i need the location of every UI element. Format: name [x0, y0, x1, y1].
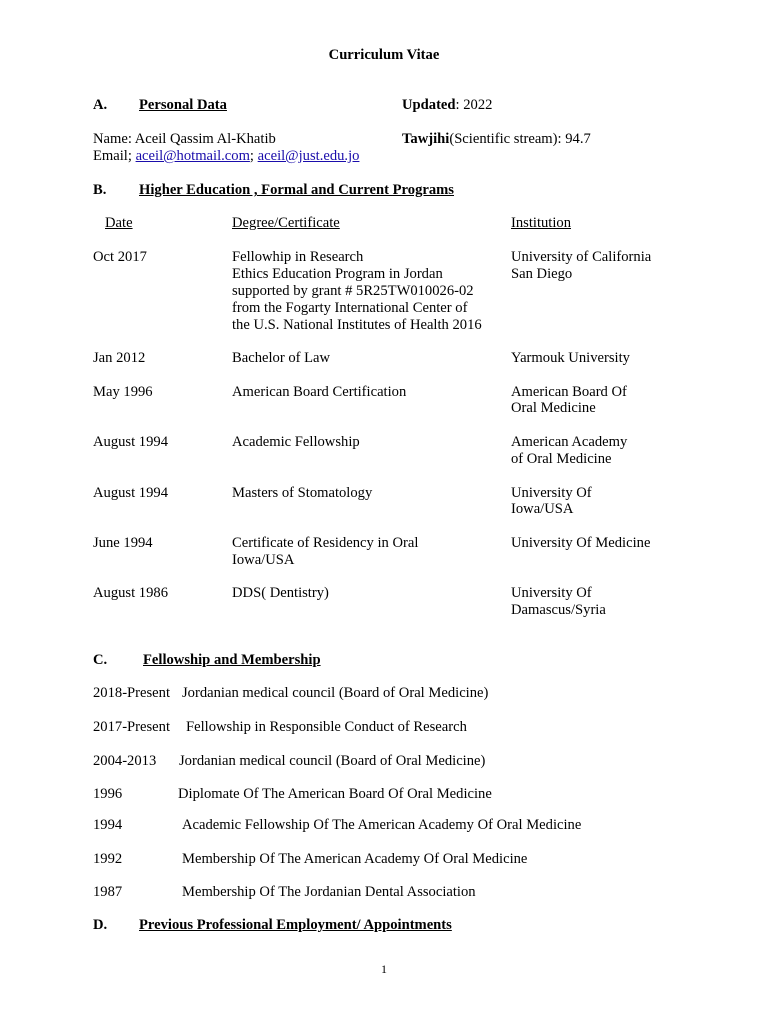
education-degree-line: Bachelor of Law [232, 350, 331, 366]
column-header-degree: Degree/Certificate [232, 215, 340, 231]
email-label: Email; [93, 148, 132, 164]
membership-text: Diplomate Of The American Board Of Oral Medicine [178, 786, 492, 802]
education-degree-line: DDS( Dentistry) [232, 585, 329, 601]
tawjihi-line [402, 131, 591, 148]
education-institution-line: Iowa/USA [511, 501, 574, 517]
education-degree-line: Certificate of Residency in Oral [232, 535, 419, 551]
section-d-heading: Previous Professional Employment/ Appointments [139, 917, 452, 933]
education-date: June 1994 [93, 535, 153, 551]
updated-line [402, 97, 492, 114]
updated-value: : 2022 [455, 97, 493, 113]
section-a-letter: A. [93, 97, 108, 113]
education-institution-line: American Academy [511, 434, 628, 450]
education-date: August 1994 [93, 434, 168, 450]
education-degree-line: Iowa/USA [232, 552, 295, 568]
education-date: Oct 2017 [93, 249, 147, 265]
section-a-heading: Personal Data [139, 97, 227, 113]
page-number: 1 [381, 962, 387, 976]
email-line [93, 148, 359, 165]
education-institution-line: San Diego [511, 266, 573, 282]
updated-label: Updated [402, 97, 456, 113]
column-header-institution: Institution [511, 215, 571, 231]
education-institution-line: Yarmouk University [511, 350, 630, 366]
membership-year: 2004-2013 [93, 753, 157, 769]
name-line: Name: Aceil Qassim Al-Khatib [93, 131, 276, 147]
education-degree-line: supported by grant # 5R25TW010026-02 [232, 283, 474, 299]
membership-text: Academic Fellowship Of The American Academy Of Oral Medicine [182, 817, 582, 833]
membership-text: Fellowship in Responsible Conduct of Research [186, 719, 467, 735]
education-institution-line: University Of [511, 485, 592, 501]
membership-year: 2018-Present [93, 685, 171, 701]
education-degree-line: Masters of Stomatology [232, 485, 373, 501]
education-date: May 1996 [93, 384, 153, 400]
membership-text: Membership Of The American Academy Of Oral Medicine [182, 851, 528, 867]
membership-year: 1992 [93, 851, 123, 867]
education-institution-line: of Oral Medicine [511, 451, 612, 467]
email-link-hotmail[interactable]: aceil@hotmail.com [135, 148, 250, 164]
education-institution-line: Damascus/Syria [511, 602, 606, 618]
education-institution-line: University of California [511, 249, 652, 265]
education-institution-line: University Of Medicine [511, 535, 651, 551]
membership-text: Jordanian medical council (Board of Oral Medicine) [182, 685, 489, 701]
education-date: Jan 2012 [93, 350, 146, 366]
education-institution-line: American Board Of [511, 384, 627, 400]
tawjihi-label: Tawjihi [402, 131, 450, 147]
membership-year: 2017-Present [93, 719, 171, 735]
tawjihi-value: (Scientific stream): 94.7 [449, 131, 591, 147]
education-degree-line: the U.S. National Institutes of Health 2016 [232, 317, 482, 333]
education-degree-line: American Board Certification [232, 384, 407, 400]
membership-year: 1994 [93, 817, 123, 833]
education-date: August 1986 [93, 585, 168, 601]
column-header-date: Date [105, 215, 133, 231]
education-institution-line: Oral Medicine [511, 400, 596, 416]
education-degree-line: Ethics Education Program in Jordan [232, 266, 443, 282]
education-date: August 1994 [93, 485, 168, 501]
section-c-heading: Fellowship and Membership [143, 652, 321, 668]
education-degree-line: Fellowhip in Research [232, 249, 364, 265]
education-degree-line: from the Fogarty International Center of [232, 300, 468, 316]
page-title: Curriculum Vitae [328, 47, 440, 63]
section-c-letter: C. [93, 652, 108, 668]
membership-year: 1996 [93, 786, 123, 802]
section-d-letter: D. [93, 917, 108, 933]
education-degree-line: Academic Fellowship [232, 434, 360, 450]
membership-text: Jordanian medical council (Board of Oral Medicine) [179, 753, 486, 769]
education-institution-line: University Of [511, 585, 592, 601]
section-b-letter: B. [93, 182, 107, 198]
email-link-just[interactable]: aceil@just.edu.jo [257, 148, 360, 164]
membership-text: Membership Of The Jordanian Dental Association [182, 884, 476, 900]
section-b-heading: Higher Education , Formal and Current Programs [139, 182, 454, 198]
membership-year: 1987 [93, 884, 123, 900]
email-separator: ; [249, 148, 254, 164]
